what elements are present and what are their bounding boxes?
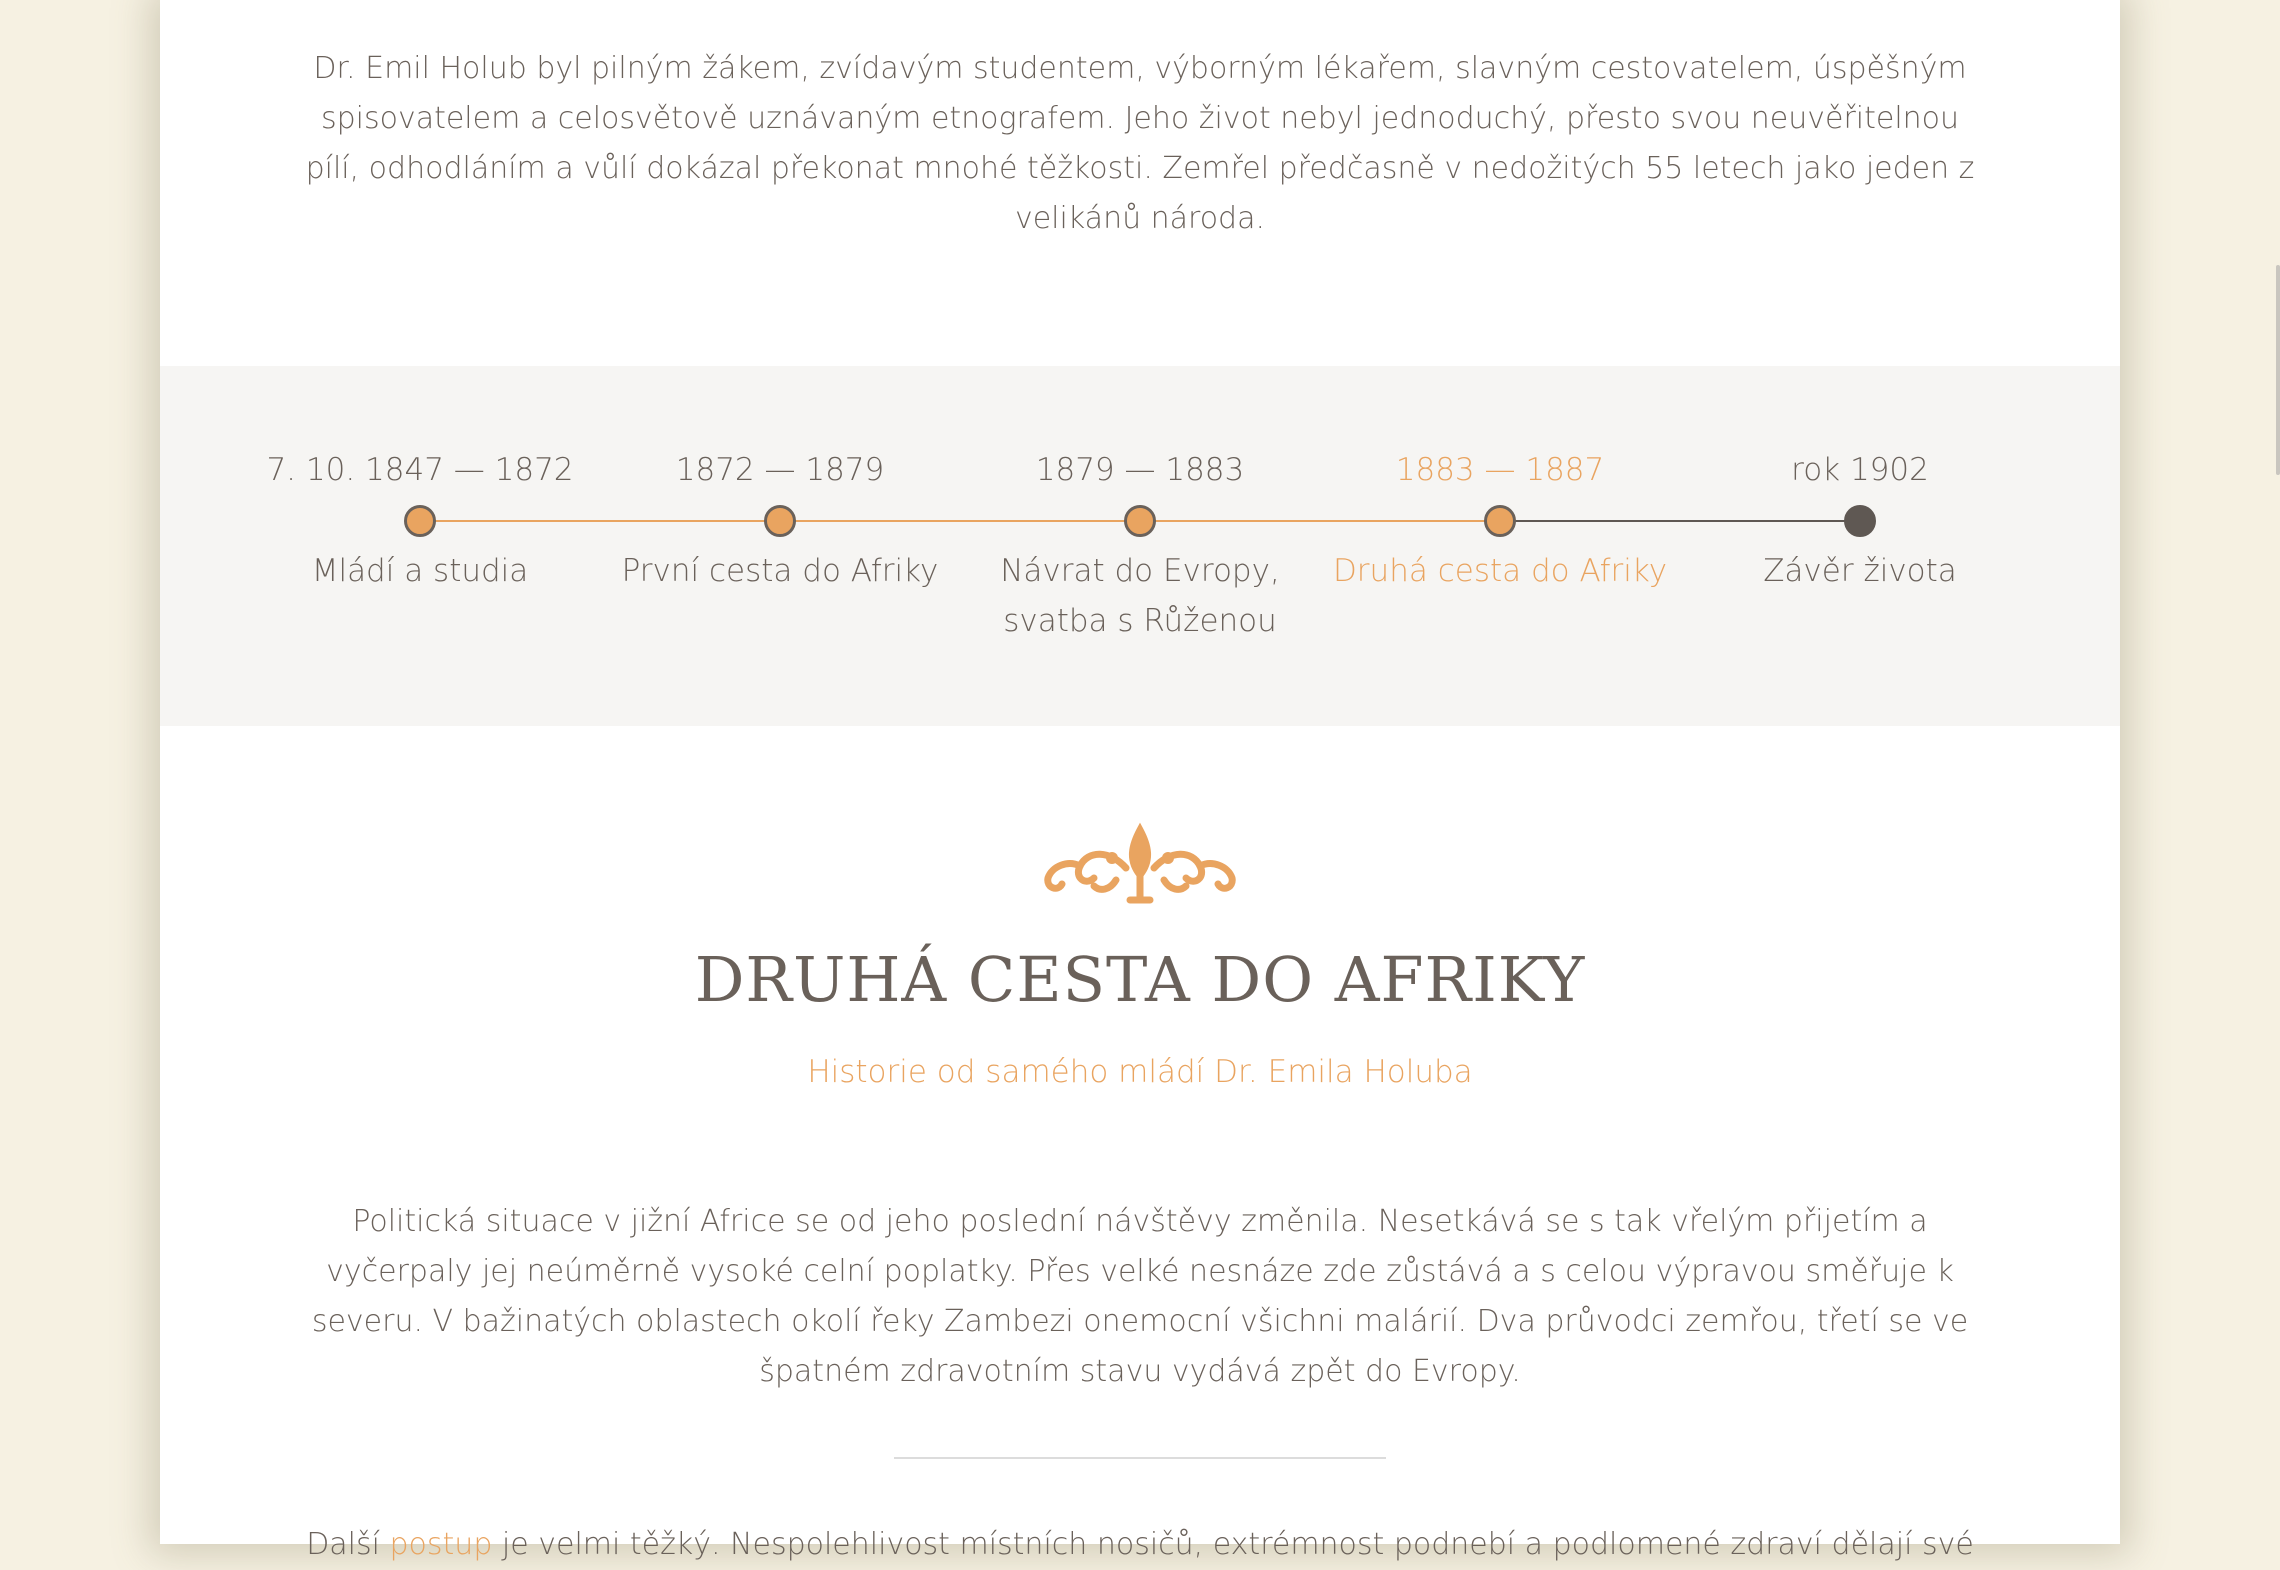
timeline-item-mladi[interactable]: [240, 366, 600, 726]
section-subtitle: Historie od samého mládí Dr. Emila Holuba: [807, 1054, 1473, 1090]
timeline-dot[interactable]: [1484, 505, 1516, 537]
section-title: DRUHÁ CESTA DO AFRIKY: [694, 943, 1586, 1016]
timeline-date: rok 1902: [1791, 452, 1929, 488]
timeline-dot[interactable]: [764, 505, 796, 537]
page-content: [160, 0, 2120, 1562]
timeline-label[interactable]: Mládí a studia: [311, 553, 529, 589]
timeline-item-zaver[interactable]: [1680, 366, 2040, 726]
section-paragraph: Politická situace v jižní Africe se od jeho poslední návštěvy změnila. Nesetkává se s tak vřelým přijetím a vyčerpaly jej neúměrně vysoké celní poplatky. Přes velké nesnáze zde zůstává a s celou výpravou směřuje k severu. V bažinatých oblastech okolí řeky Zambezi onemocní všichni malárií. Dva průvodci zemřou, třetí se ve špatném zdravotním stavu vydává zpět do Evropy.: [311, 1204, 1969, 1389]
scrollbar-thumb[interactable]: [2276, 265, 2280, 475]
timeline: [160, 366, 2120, 726]
next-paragraph-start: Další: [306, 1527, 390, 1562]
next-paragraph-rest: je velmi těžký. Nespolehlivost místních nosičů, extrémnost podnebí a podlomené zdraví dělají své: [492, 1527, 1974, 1562]
timeline-item-navrat[interactable]: [960, 366, 1320, 726]
timeline-dot[interactable]: [404, 505, 436, 537]
timeline-date: 7. 10. 1847 — 1872: [266, 452, 574, 488]
timeline-dot[interactable]: [1844, 505, 1876, 537]
timeline-dot[interactable]: [1124, 505, 1156, 537]
timeline-date: 1872 — 1879: [675, 452, 885, 488]
timeline-item-prvni-cesta[interactable]: [600, 366, 960, 726]
timeline-label[interactable]: Druhá cesta do Afriky: [1332, 553, 1668, 589]
timeline-label[interactable]: Návrat do Evropy, svatba s Růženou: [1000, 553, 1280, 639]
next-paragraph: [300, 1520, 1980, 1570]
intro-paragraph: Dr. Emil Holub byl pilným žákem, zvídavým studentem, výborným lékařem, slavným cestovatelem, úspěšným spisovatelem a celosvětově uznávaným etnografem. Jeho život nebyl jednoduchý, přesto svou neuvěřitelnou pílí, odhodláním a vůlí dokázal překonat mnohé těžkosti. Zemřel předčasně v nedožitých 55 letech jako jeden z velikánů národa.: [305, 51, 1975, 236]
timeline-item-druha-cesta[interactable]: [1320, 366, 1680, 726]
section-divider: [894, 1457, 1386, 1459]
flourish-ornament-icon: [1040, 820, 1240, 910]
timeline-date: 1883 — 1887: [1395, 452, 1605, 488]
timeline-date: 1879 — 1883: [1035, 452, 1245, 488]
postup-link[interactable]: postup: [389, 1527, 493, 1562]
timeline-label[interactable]: Závěr života: [1763, 553, 1957, 589]
timeline-label[interactable]: První cesta do Afriky: [621, 553, 939, 589]
